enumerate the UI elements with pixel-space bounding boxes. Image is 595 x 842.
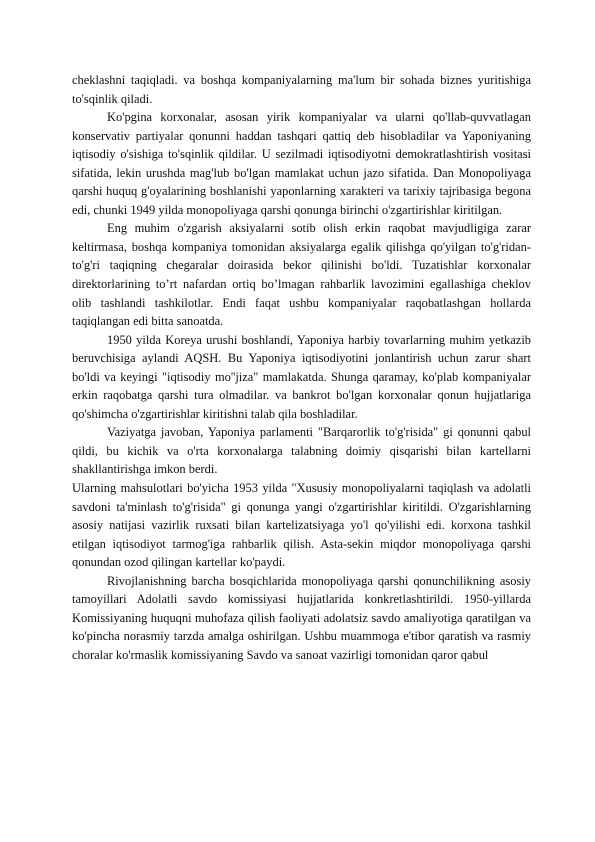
paragraph: Vaziyatga javoban, Yaponiya parlamenti "Barqarorlik to'g'risida" gi qonunni qabul qildi, bu kichik va o'rta korxonalarga talabning doimiy qisqarishi bilan kartellarni shakllantirishga imkon berdi.	[72, 425, 531, 477]
paragraph: 1950 yilda Koreya urushi boshlandi, Yaponiya harbiy tovarlarning muhim yetkazib beruvchisiga aylandi AQSH. Bu Yaponiya iqtisodiyotini jonlantirish uchun zarur shart bo'ldi va keyingi "iqtisodiy mo''jiza" mamlakatda. Shunga qaramay, ko'plab kompaniyalar erkin raqobatga qarshi tura olmadilar. va bankrot bo'lgan korxonalar qonun hujjatlariga qo'shimcha o'zgartirishlar kiritishni talab qila boshladilar.	[72, 332, 531, 421]
document-page	[72, 71, 531, 665]
paragraph: Ko'pgina korxonalar, asosan yirik kompaniyalar va ularni qo'llab-quvvatlagan konservativ partiyalar qonunni haddan tashqari qattiq deb hisobladilar va Yaponiyaning iqtisodiy o'sishiga to'sqinlik qildilar. U sezilmadi iqtisodiyotni demokratlashtirish vositasi sifatida, lekin urushda mag'lub bo'lgan mamlakat uchun jazo sifatida. Dan Monopoliyaga qarshi huquq g'oyalarining boshlanishi yaponlarning xarakteri va tarixiy tajribasiga begona edi, chunki 1949 yilda monopoliyaga qarshi qonunga birinchi o'zgartirishlar kiritilgan.	[72, 110, 531, 217]
paragraph: cheklashni taqiqladi. va boshqa kompaniyalarning ma'lum bir sohada biznes yuritishiga to'sqinlik qiladi.	[72, 73, 531, 106]
paragraph: Eng muhim o'zgarish aksiyalarni sotib olish erkin raqobat mavjudligiga zarar keltirmasa, boshqa kompaniya tomonidan aksiyalarga egalik qilishga qo'yilgan to'g'ridan-to'g'ri taqiqning chegaralar doirasida bekor qilinishi bo'ldi. Tuzatishlar korxonalar direktorlarining to’rt nafardan ortiq bo’lmagan rahbarlik lavozimini egallashiga cheklov olib tashlandi tashkilotlar. Endi faqat ushbu kompaniyalar raqobatlashgan hollarda taqiqlangan edi bitta sanoatda.	[72, 221, 531, 329]
paragraph: Ularning mahsulotlari bo'yicha 1953 yilda "Xususiy monopoliyalarni taqiqlash va adolatli savdoni ta'minlash to'g'risida" gi qonunga yangi o'zgartirishlar kiritildi. O'zgarishlarning asosiy natijasi vazirlik ruxsati bilan kartelizatsiyaga yo'l qo'yilishi edi. korxona tashkil etilgan iqtisodiyot tarmog'iga rahbarlik qilish. Asta-sekin miqdor monopoliyaga qarshi qonundan ozod qilingan kartellar ko'paydi.	[72, 481, 531, 570]
paragraph: Rivojlanishning barcha bosqichlarida monopoliyaga qarshi qonunchilikning asosiy tamoyillari Adolatli savdo komissiyasi hujjatlarida konkretlashtirildi. 1950-yillarda Komissiyaning huquqni muhofaza qilish faoliyati adolatsiz savdo amaliyotiga qaratilgan va ko'pincha norasmiy tarzda amalga oshirilgan. Ushbu muammoga e'tibor qaratish va rasmiy choralar ko'rmaslik komissiyaning Savdo va sanoat vazirligi tomonidan qaror qabul	[72, 573, 531, 662]
